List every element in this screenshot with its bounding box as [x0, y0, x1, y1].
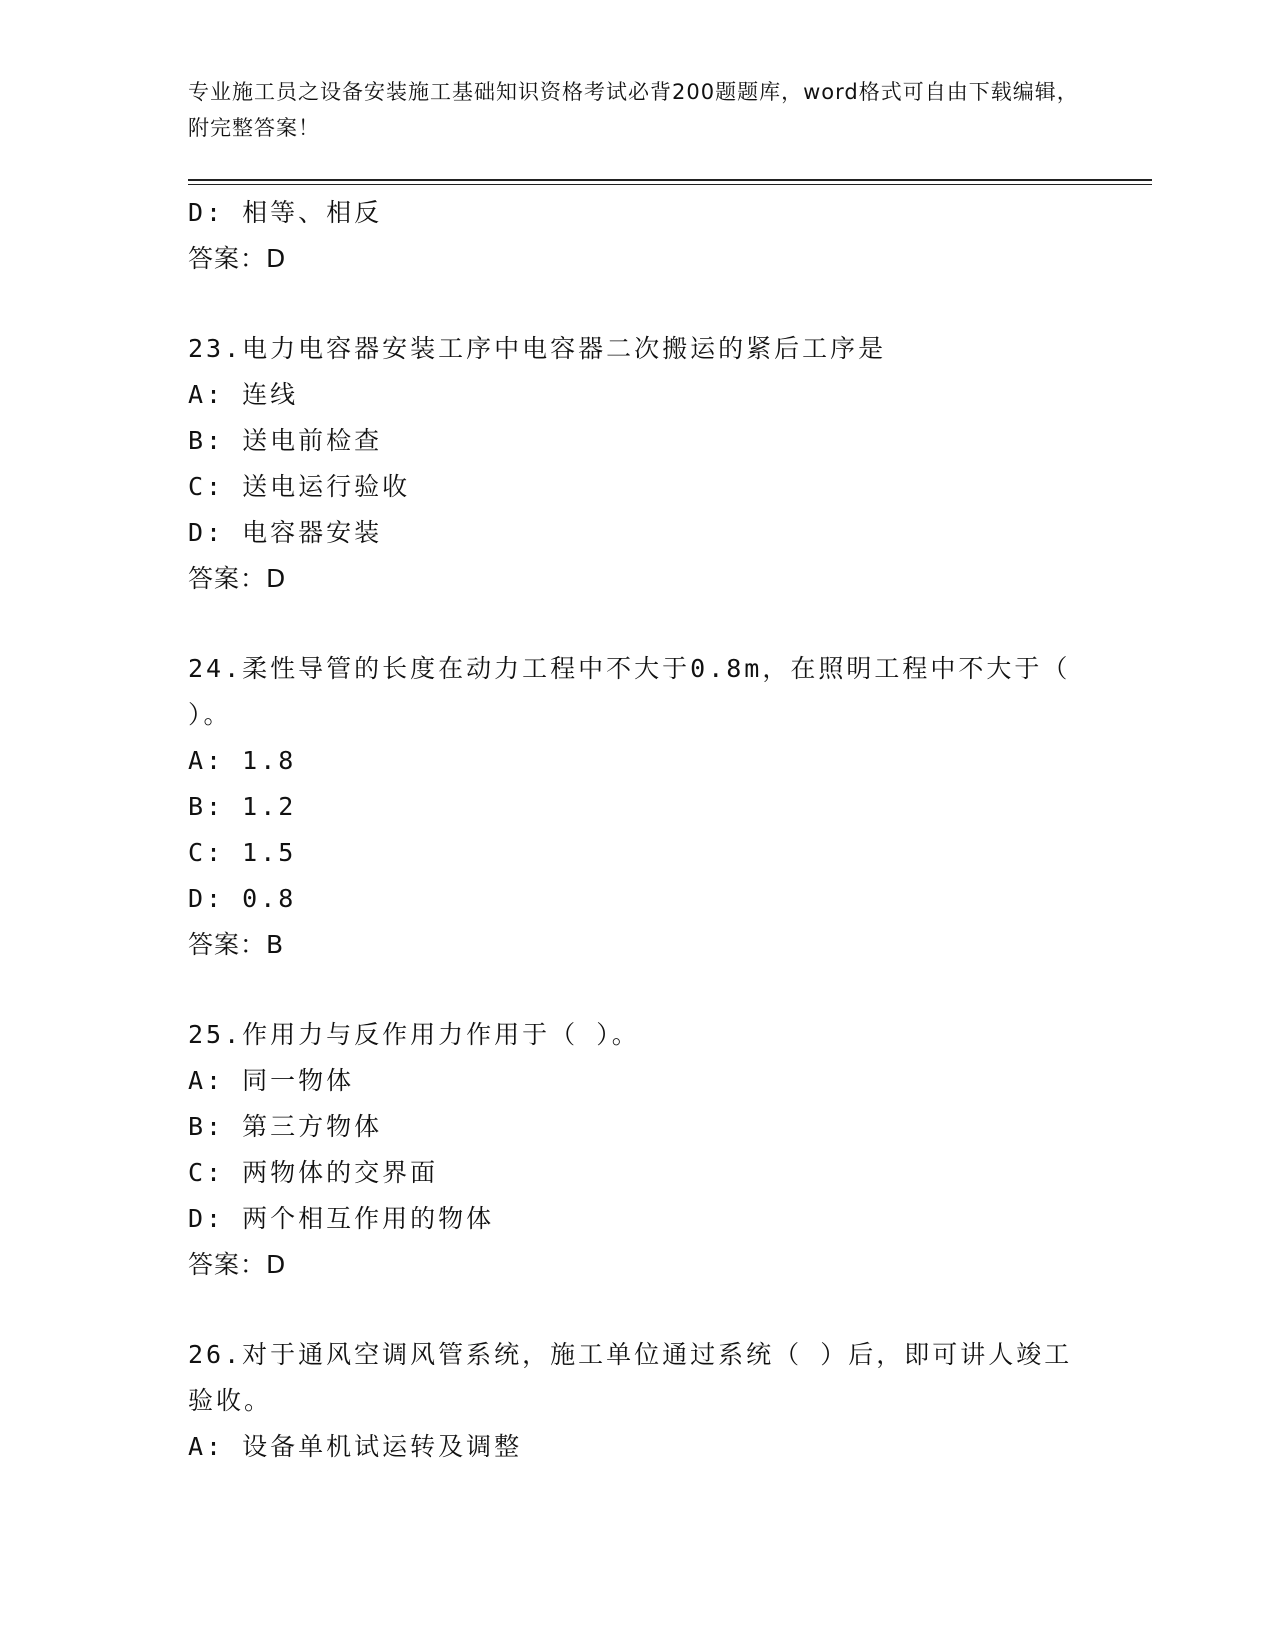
question-list: [188, 190, 1088, 1470]
option-d: D: 相等、相反: [188, 198, 383, 227]
header-divider: [188, 179, 1152, 181]
answer: 答案：D: [188, 244, 287, 273]
option-c: C: 1.5: [188, 838, 297, 867]
option-b: B: 送电前检查: [188, 426, 383, 455]
question-24: [188, 646, 1088, 968]
option-b: B: 1.2: [188, 792, 297, 821]
option-a: A: 设备单机试运转及调整: [188, 1432, 523, 1461]
question-text: 26.对于通风空调风管系统，施工单位通过系统（ ）后，即可讲人竣工验收。: [188, 1340, 1073, 1415]
spacer: [188, 1288, 1088, 1332]
option-b: B: 第三方物体: [188, 1112, 383, 1141]
question-26: [188, 1332, 1088, 1470]
option-a: A: 同一物体: [188, 1066, 355, 1095]
option-d: D: 电容器安装: [188, 518, 383, 547]
spacer: [188, 968, 1088, 1012]
question-23: [188, 326, 1088, 602]
option-d: D: 0.8: [188, 884, 297, 913]
header-title: 专业施工员之设备安装施工基础知识资格考试必背200题题库，word格式可自由下载编辑，附完整答案！: [188, 80, 1079, 140]
option-a: A: 连线: [188, 380, 299, 409]
option-d: D: 两个相互作用的物体: [188, 1204, 495, 1233]
answer: 答案：D: [188, 564, 287, 593]
question-22-fragment: [188, 190, 1088, 282]
question-25: [188, 1012, 1088, 1288]
question-text: 23.电力电容器安装工序中电容器二次搬运的紧后工序是: [188, 334, 887, 363]
answer: 答案：D: [188, 1250, 287, 1279]
option-c: C: 两物体的交界面: [188, 1158, 439, 1187]
option-c: C: 送电运行验收: [188, 472, 411, 501]
question-text: 24.柔性导管的长度在动力工程中不大于0.8m，在照明工程中不大于（ ）。: [188, 654, 1071, 729]
document-header: [188, 74, 1088, 146]
option-a: A: 1.8: [188, 746, 297, 775]
spacer: [188, 282, 1088, 326]
header-divider-thin: [188, 184, 1152, 185]
answer: 答案：B: [188, 930, 285, 959]
question-text: 25.作用力与反作用力作用于（ ）。: [188, 1020, 640, 1049]
spacer: [188, 602, 1088, 646]
